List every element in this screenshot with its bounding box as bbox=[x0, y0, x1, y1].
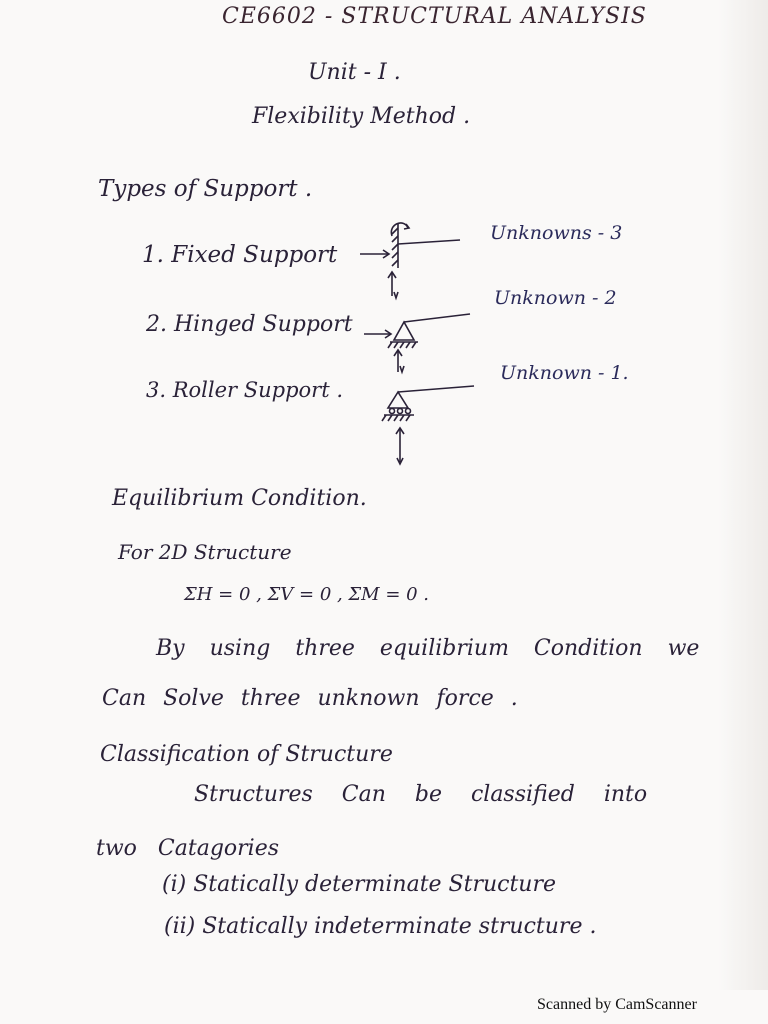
classification-item-determinate: (i) Statically determinate Structure bbox=[162, 872, 557, 897]
support-unknowns-fixed: Unknowns - 3 bbox=[490, 222, 623, 244]
classification-text-line-2: two Catagories bbox=[96, 836, 280, 861]
classification-item-indeterminate: (ii) Statically indeterminate structure . bbox=[164, 914, 597, 939]
hinged-support-sketch bbox=[364, 314, 470, 372]
support-item-hinged: 2. Hinged Support bbox=[146, 312, 353, 337]
scanner-watermark: Scanned by CamScanner bbox=[537, 996, 697, 1013]
classification-heading: Classification of Structure bbox=[100, 742, 393, 767]
method-heading: Flexibility Method . bbox=[252, 104, 471, 129]
course-title: CE6602 - STRUCTURAL ANALYSIS bbox=[222, 4, 647, 29]
support-item-fixed: 1. Fixed Support bbox=[142, 242, 338, 268]
unit-heading: Unit - I . bbox=[308, 60, 401, 85]
equilibrium-equations: ΣH = 0 , ΣV = 0 , ΣM = 0 . bbox=[184, 584, 430, 605]
support-unknowns-roller: Unknown - 1. bbox=[500, 362, 629, 384]
support-item-roller: 3. Roller Support . bbox=[146, 378, 344, 402]
fixed-support-sketch bbox=[360, 223, 460, 298]
equilibrium-text-line-1: By using three equilibrium Condition we bbox=[156, 636, 700, 661]
supports-heading: Types of Support . bbox=[98, 176, 313, 202]
roller-support-sketch bbox=[382, 386, 474, 464]
classification-text-line-1: Structures Can be classified into bbox=[194, 782, 648, 807]
equilibrium-subheading: For 2D Structure bbox=[118, 540, 292, 564]
equilibrium-text-line-2: Can Solve three unknown force . bbox=[102, 686, 518, 711]
support-unknowns-hinged: Unknown - 2 bbox=[494, 287, 617, 309]
equilibrium-heading: Equilibrium Condition. bbox=[112, 486, 367, 511]
